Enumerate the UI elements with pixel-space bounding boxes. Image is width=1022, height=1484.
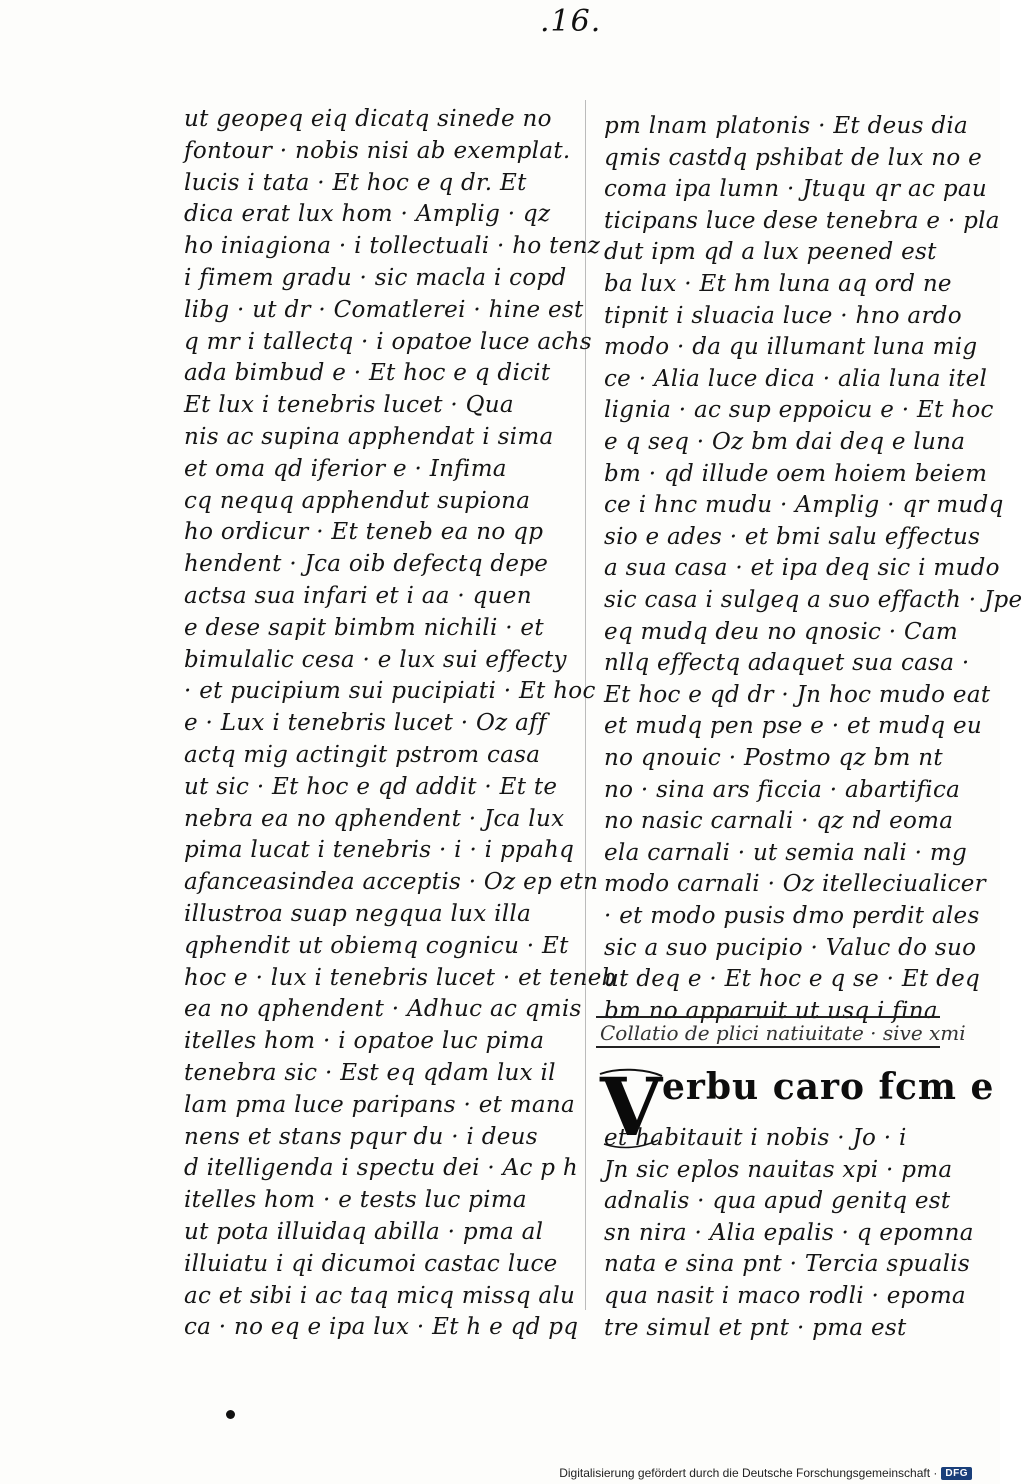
text-line: nis ac supina apphendat i sima <box>184 424 554 450</box>
text-line: nebra ea no qphendent · Jca lux <box>184 805 565 832</box>
text-line: tenebra sic · Est eq qdam lux il <box>184 1060 556 1086</box>
text-line: modo · da qu illumant luna mig <box>604 334 978 361</box>
text-line: bimulalic cesa · e lux sui effecty <box>184 646 567 673</box>
text-line: illustroa suap negqua lux illa <box>184 901 532 927</box>
text-line: nllq effectq adaquet sua casa · <box>604 650 970 677</box>
text-line: nens et stans pqur du · i deus <box>184 1123 538 1150</box>
text-line: qmis castdq pshibat de lux no e <box>604 144 983 171</box>
dfg-logo-icon: DFG <box>941 1467 972 1480</box>
text-line: ho iniagiona · i tollectuali · ho tenz <box>184 233 601 260</box>
text-line: itelles hom · e tests luc pima <box>184 1187 527 1214</box>
text-line: dica erat lux hom · Amplig · qz <box>184 201 551 228</box>
column-divider <box>585 100 586 1310</box>
text-line: et habitauit i nobis · Jo · i <box>604 1125 907 1151</box>
text-line: tre simul et pnt · pma est <box>604 1314 907 1341</box>
text-line: ut geopeq eiq dicatq sinede no <box>184 106 552 132</box>
text-line: e q seq · Oz bm dai deq e luna <box>604 429 966 455</box>
text-line: no nasic carnali · qz nd eoma <box>604 808 954 835</box>
text-line: bm · qd illude oem hoiem beiem <box>604 460 988 487</box>
text-line: actq mig actingit pstrom casa <box>184 742 541 768</box>
initial-letter: V <box>599 1060 663 1154</box>
footer-text: Digitalisierung gefördert durch die Deutsche Forschungsgemeinschaft · <box>559 1466 938 1480</box>
text-line: libg · ut dr · Comatlerei · hine est <box>184 296 584 323</box>
text-line: i fimem gradu · sic macla i copd <box>184 265 567 291</box>
text-line: adnalis · qua apud genitq est <box>604 1188 951 1215</box>
text-line: pm lnam platonis · Et deus dia <box>604 113 969 139</box>
text-line: actsa sua infari et i aa · quen <box>184 583 532 609</box>
text-line: e dese sapit bimbm nichili · et <box>184 614 544 641</box>
text-line: eq mudq deu no qnosic · Cam <box>604 618 959 645</box>
text-line: illuiatu i qi dicumoi castac luce <box>184 1250 558 1277</box>
text-line: et mudq pen pse e · et mudq eu <box>604 713 982 740</box>
text-line: Et hoc e qd dr · Jn hoc mudo eat <box>604 681 991 708</box>
text-line: nata e sina pnt · Tercia spualis <box>604 1251 971 1278</box>
text-line: Et lux i tenebris lucet · Qua <box>184 392 514 419</box>
text-line: e · Lux i tenebris lucet · Oz aff <box>184 710 547 737</box>
text-line: afanceasindea acceptis · Oz ep etn <box>184 869 599 896</box>
text-line: · et modo pusis dmo perdit ales <box>604 903 980 929</box>
text-line: lignia · ac sup eppoicu e · Et hoc <box>604 397 994 424</box>
text-line: ut sic · Et hoc e qd addit · Et te <box>184 773 558 800</box>
text-line: lucis i tata · Et hoc e q dr. Et <box>184 169 527 196</box>
text-line: ho ordicur · Et teneb ea no qp <box>184 519 544 546</box>
text-line: no qnouic · Postmo qz bm nt <box>604 745 943 771</box>
text-line: Jn sic eplos nauitas xpi · pma <box>604 1156 953 1183</box>
text-line: ba lux · Et hm luna aq ord ne <box>604 271 952 297</box>
text-line: ela carnali · ut semia nali · mg <box>604 839 968 866</box>
text-line: dut ipm qd a lux peened est <box>604 239 937 266</box>
text-line: ca · no eq e ipa lux · Et h e qd pq <box>184 1314 579 1341</box>
text-line: ce · Alia luce dica · alia luna itel <box>604 365 988 392</box>
text-line: sic a suo pucipio · Valuc do suo <box>604 934 977 961</box>
text-line: sn nira · Alia epalis · q epomna <box>604 1219 974 1246</box>
text-line: cq nequq apphendut supiona <box>184 487 531 514</box>
text-line: et oma qd iferior e · Infima <box>184 455 507 482</box>
text-line: ce i hnc mudu · Amplig · qr mudq <box>604 492 1004 519</box>
text-line: d itelligenda i spectu dei · Ac p h <box>184 1155 579 1182</box>
text-line: ut deq e · Et hoc e q se · Et deq <box>604 966 981 993</box>
text-line: bm no apparuit ut usq i fina <box>604 997 938 1024</box>
footer-credit <box>559 1466 972 1480</box>
text-line: pima lucat i tenebris · i · i ppahq <box>184 837 575 864</box>
text-line: qua nasit i maco rodli · epoma <box>604 1283 966 1309</box>
text-line: ea no qphendent · Adhuc ac qmis <box>184 996 582 1023</box>
rubric-title: Collatio de plici natiuitate · sive xmi <box>596 1016 940 1048</box>
text-line: ticipans luce dese tenebra e · pla <box>604 207 1000 234</box>
text-line: q mr i tallectq · i opatoe luce achs <box>184 328 592 355</box>
folio-number: .16. <box>540 4 602 39</box>
text-line: tipnit i sluacia luce · hno ardo <box>604 302 962 329</box>
text-line: modo carnali · Oz itelleciualicer <box>604 871 986 898</box>
text-line: itelles hom · i opatoe luc pima <box>184 1028 545 1055</box>
text-line: fontour · nobis nisi ab exemplat. <box>184 137 571 164</box>
text-line: a sua casa · et ipa deq sic i mudo <box>604 555 1000 582</box>
text-line: hoc e · lux i tenebris lucet · et teneb <box>184 964 617 991</box>
text-line: sic casa i sulgeq a suo effacth · Jpe <box>604 587 1022 613</box>
text-line: · et pucipium sui pucipiati · Et hoc <box>184 678 596 705</box>
text-line: ada bimbud e · Et hoc e q dicit <box>184 360 551 387</box>
text-line: sio e ades · et bmi salu effectus <box>604 523 981 550</box>
text-line: qphendit ut obiemq cognicu · Et <box>184 932 569 959</box>
section-heading: erbu caro fcm e <box>662 1066 995 1108</box>
text-line: hendent · Jca oib defectq depe <box>184 551 549 578</box>
text-line: coma ipa lumn · Jtuqu qr ac pau <box>604 176 987 203</box>
text-line: ac et sibi i ac taq micq missq alu <box>184 1282 576 1309</box>
text-line: ut pota illuidaq abilla · pma al <box>184 1219 544 1245</box>
text-line: no · sina ars ficcia · abartifica <box>604 776 961 803</box>
ink-dot <box>226 1410 235 1419</box>
text-line: lam pma luce paripans · et mana <box>184 1091 576 1118</box>
